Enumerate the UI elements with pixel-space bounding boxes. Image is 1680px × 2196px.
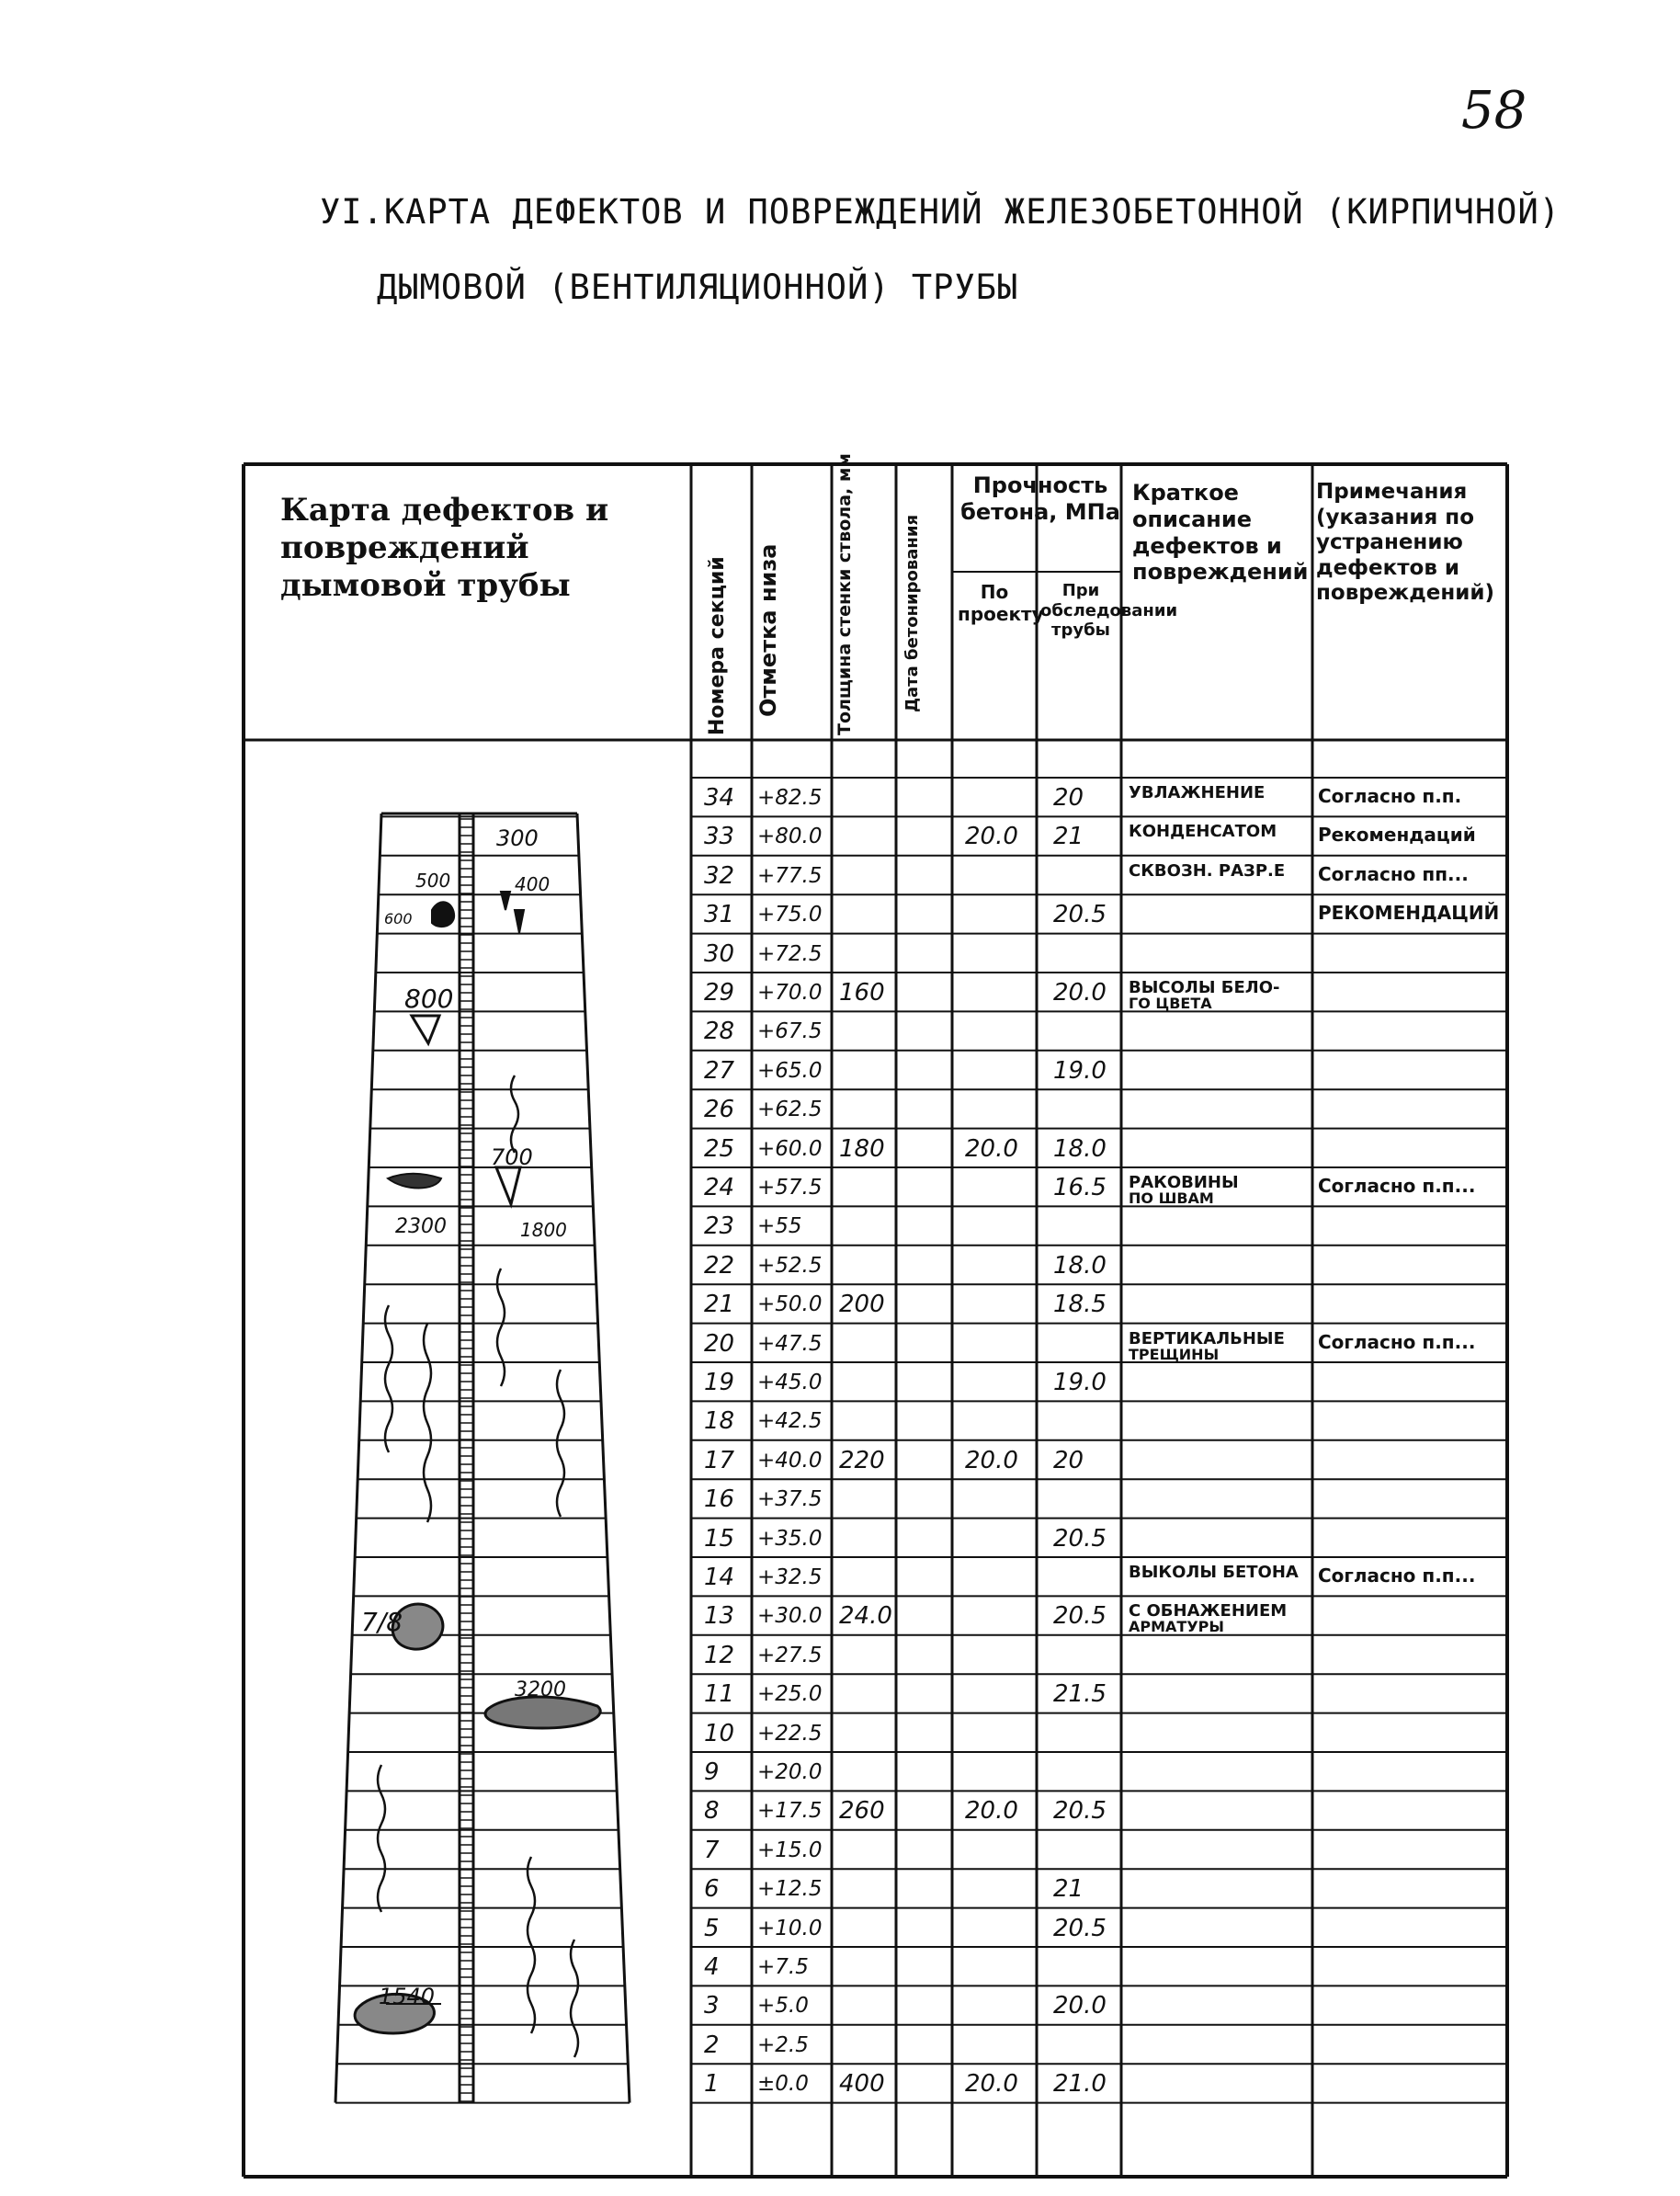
defect-blob-left-600 <box>388 1174 441 1189</box>
header-section: Номера секций <box>706 556 729 735</box>
header-description: Краткое описание дефектов и повреждений <box>1132 480 1309 586</box>
mark-value: +37.5 <box>757 1487 823 1512</box>
survey-strength-value: 20.5 <box>1053 1797 1107 1826</box>
section-number: 23 <box>704 1212 735 1241</box>
chimney-right-wall <box>577 814 630 2103</box>
section-number: 30 <box>704 939 735 968</box>
vertical-crack <box>497 1269 505 1386</box>
mark-value: +15.0 <box>757 1838 823 1862</box>
vertical-crack <box>424 1324 431 1522</box>
map-label-300: 300 <box>496 825 539 851</box>
section-number: 18 <box>704 1407 735 1436</box>
map-label-700: 700 <box>491 1144 533 1170</box>
survey-strength-value: 20.5 <box>1053 1524 1107 1553</box>
mark-value: +10.0 <box>757 1916 823 1940</box>
section-number: 25 <box>704 1134 735 1163</box>
header-notes: Примечания (указания по устранению дефектов и повреждений) <box>1316 480 1495 606</box>
defect-description: ВЕРТИКАЛЬНЫЕ <box>1129 1328 1285 1348</box>
section-number: 4 <box>704 1953 720 1981</box>
mark-value: +75.0 <box>757 903 823 927</box>
header-survey: При обследовании трубы <box>1040 581 1178 641</box>
defect-description: ТРЕЩИНЫ <box>1129 1345 1220 1363</box>
design-strength-value: 20.0 <box>965 823 1018 851</box>
remedy-note: Согласно п.п... <box>1318 1175 1476 1197</box>
thickness-value: 220 <box>839 1446 885 1474</box>
mark-value: +30.0 <box>757 1604 823 1629</box>
section-number: 32 <box>704 861 735 890</box>
map-label-1540: 1540 <box>379 1984 436 2009</box>
survey-strength-value: 16.5 <box>1053 1174 1107 1201</box>
header-design: По проекту <box>958 581 1044 625</box>
mark-value: ±0.0 <box>757 2072 809 2097</box>
defect-description: ПО ШВАМ <box>1129 1189 1214 1207</box>
mark-value: +60.0 <box>757 1136 823 1161</box>
section-number: 1 <box>704 2070 720 2099</box>
mark-value: +47.5 <box>757 1331 823 1356</box>
section-number: 26 <box>704 1096 735 1124</box>
spall-mark <box>496 1167 520 1204</box>
thickness-value: 160 <box>839 979 885 1007</box>
vertical-crack <box>571 1940 578 2057</box>
mark-value: +50.0 <box>757 1292 823 1317</box>
map-label-3200: 3200 <box>515 1678 566 1701</box>
section-number: 16 <box>704 1485 735 1514</box>
mark-value: +22.5 <box>757 1721 823 1746</box>
survey-strength-value: 21 <box>1053 1875 1084 1904</box>
map-label-500: 500 <box>415 870 451 892</box>
remedy-note: Согласно п.п. <box>1318 785 1462 807</box>
survey-strength-value: 20.0 <box>1053 979 1107 1007</box>
vertical-crack <box>385 1305 392 1452</box>
thickness-value: 24.0 <box>839 1602 892 1631</box>
mark-value: +55 <box>757 1214 802 1239</box>
defect-description: СКВОЗН. РАЗР.Е <box>1129 860 1286 881</box>
header-strength: Прочность бетона, МПа <box>960 472 1120 525</box>
section-number: 2 <box>704 2031 720 2059</box>
section-number: 14 <box>704 1564 735 1591</box>
survey-strength-value: 19.0 <box>1053 1056 1107 1085</box>
mark-value: +5.0 <box>757 1994 809 2019</box>
spall-mark <box>501 892 524 933</box>
mark-value: +17.5 <box>757 1799 823 1824</box>
thickness-value: 180 <box>839 1134 885 1163</box>
section-number: 13 <box>704 1602 735 1631</box>
page-number: 58 <box>1461 81 1527 141</box>
section-number: 34 <box>704 784 735 812</box>
section-number: 31 <box>704 901 735 929</box>
section-number: 21 <box>704 1291 735 1319</box>
survey-strength-value: 20.5 <box>1053 1602 1107 1631</box>
map-label-1800: 1800 <box>520 1219 567 1241</box>
mark-value: +40.0 <box>757 1448 823 1473</box>
mark-value: +82.5 <box>757 786 823 810</box>
defect-description: АРМАТУРЫ <box>1129 1618 1224 1636</box>
mark-value: +35.0 <box>757 1526 823 1551</box>
thickness-value: 200 <box>839 1291 885 1319</box>
section-number: 28 <box>704 1018 735 1046</box>
mark-value: +65.0 <box>757 1058 823 1083</box>
remedy-note: Согласно п.п... <box>1318 1565 1476 1587</box>
section-number: 20 <box>704 1329 735 1358</box>
design-strength-value: 20.0 <box>965 1446 1018 1474</box>
survey-strength-value: 20.0 <box>1053 1992 1107 2020</box>
title-line-1: УI.КАРТА ДЕФЕКТОВ И ПОВРЕЖДЕНИЙ ЖЕЛЕЗОБЕТОННОЙ (КИРПИЧНОЙ) <box>320 192 1561 232</box>
mark-value: +72.5 <box>757 941 823 966</box>
map-label-600: 600 <box>384 910 413 927</box>
section-number: 19 <box>704 1369 735 1396</box>
survey-strength-value: 20.5 <box>1053 901 1107 929</box>
survey-strength-value: 18.0 <box>1053 1134 1107 1163</box>
section-number: 5 <box>704 1914 720 1942</box>
header-mark: Отметка низа <box>755 543 781 717</box>
section-number: 29 <box>704 979 735 1007</box>
title-line-2: ДЫМОВОЙ (ВЕНТИЛЯЦИОННОЙ) ТРУБЫ <box>377 267 1019 307</box>
design-strength-value: 20.0 <box>965 2070 1018 2099</box>
section-number: 17 <box>704 1446 735 1474</box>
vertical-crack <box>528 1857 535 2033</box>
vertical-crack <box>378 1765 385 1912</box>
vertical-crack <box>511 1075 518 1153</box>
survey-strength-value: 18.5 <box>1053 1291 1107 1319</box>
survey-strength-value: 21.5 <box>1053 1680 1107 1709</box>
survey-strength-value: 21 <box>1053 823 1084 851</box>
mark-value: +32.5 <box>757 1565 823 1589</box>
header-thickness: Толщина стенки ствола, мм <box>834 453 855 735</box>
survey-strength-value: 20 <box>1053 1446 1084 1474</box>
section-number: 8 <box>704 1797 720 1826</box>
survey-strength-value: 21.0 <box>1053 2070 1107 2099</box>
section-number: 15 <box>704 1524 735 1553</box>
section-number: 6 <box>704 1875 720 1904</box>
section-number: 12 <box>704 1641 735 1669</box>
mark-value: +80.0 <box>757 825 823 849</box>
map-label-400: 400 <box>515 873 551 895</box>
defect-description: ВЫСОЛЫ БЕЛО- <box>1129 978 1280 997</box>
mark-value: +7.5 <box>757 1955 809 1979</box>
mark-value: +45.0 <box>757 1371 823 1394</box>
exposed-rebar-blob <box>485 1697 600 1728</box>
defect-blob-600 <box>432 902 454 927</box>
mark-value: +27.5 <box>757 1643 823 1667</box>
remedy-note: Согласно п.п... <box>1318 1330 1476 1353</box>
remedy-note: Согласно пп... <box>1318 862 1469 885</box>
section-number: 10 <box>704 1719 735 1747</box>
defect-description: РАКОВИНЫ <box>1129 1173 1239 1192</box>
map-label-78: 7/8 <box>361 1607 403 1637</box>
chimney-left-wall <box>335 814 381 2103</box>
design-strength-value: 20.0 <box>965 1134 1018 1163</box>
spall-mark <box>412 1016 439 1043</box>
defect-description: ГО ЦВЕТА <box>1129 995 1212 1012</box>
thickness-value: 260 <box>839 1797 885 1826</box>
section-number: 33 <box>704 823 735 851</box>
thickness-value: 400 <box>839 2070 885 2099</box>
section-number: 27 <box>704 1056 735 1085</box>
mark-value: +25.0 <box>757 1682 823 1707</box>
survey-strength-value: 18.0 <box>1053 1251 1107 1280</box>
section-number: 9 <box>704 1758 720 1786</box>
mark-value: +20.0 <box>757 1760 823 1784</box>
header-map: Карта дефектов и повреждений дымовой трубы <box>280 492 609 604</box>
mark-value: +57.5 <box>757 1176 823 1200</box>
remedy-note: РЕКОМЕНДАЦИЙ <box>1318 902 1500 925</box>
header-date: Дата бетонирования <box>902 514 922 712</box>
section-number: 22 <box>704 1251 735 1280</box>
section-number: 11 <box>704 1680 735 1709</box>
remedy-note: Рекомендаций <box>1318 824 1476 847</box>
design-strength-value: 20.0 <box>965 1797 1018 1826</box>
defect-description: ВЫКОЛЫ БЕТОНА <box>1129 1563 1299 1582</box>
mark-value: +62.5 <box>757 1098 823 1122</box>
mark-value: +77.5 <box>757 863 823 888</box>
defect-description: КОНДЕНСАТОМ <box>1129 822 1277 842</box>
survey-strength-value: 20 <box>1053 784 1084 812</box>
mark-value: +52.5 <box>757 1253 823 1278</box>
survey-strength-value: 20.5 <box>1053 1914 1107 1942</box>
section-number: 7 <box>704 1836 720 1864</box>
vertical-crack <box>557 1370 564 1517</box>
map-label-2300: 2300 <box>395 1215 447 1238</box>
section-number: 3 <box>704 1992 720 2020</box>
map-label-800: 800 <box>404 984 454 1014</box>
survey-strength-value: 19.0 <box>1053 1369 1107 1396</box>
section-number: 24 <box>704 1174 735 1201</box>
mark-value: +2.5 <box>757 2032 809 2057</box>
mark-value: +70.0 <box>757 981 823 1005</box>
defect-description: УВЛАЖНЕНИЕ <box>1129 783 1266 802</box>
mark-value: +12.5 <box>757 1877 823 1902</box>
defect-description: С ОБНАЖЕНИЕМ <box>1129 1601 1288 1621</box>
mark-value: +67.5 <box>757 1019 823 1044</box>
mark-value: +42.5 <box>757 1409 823 1434</box>
